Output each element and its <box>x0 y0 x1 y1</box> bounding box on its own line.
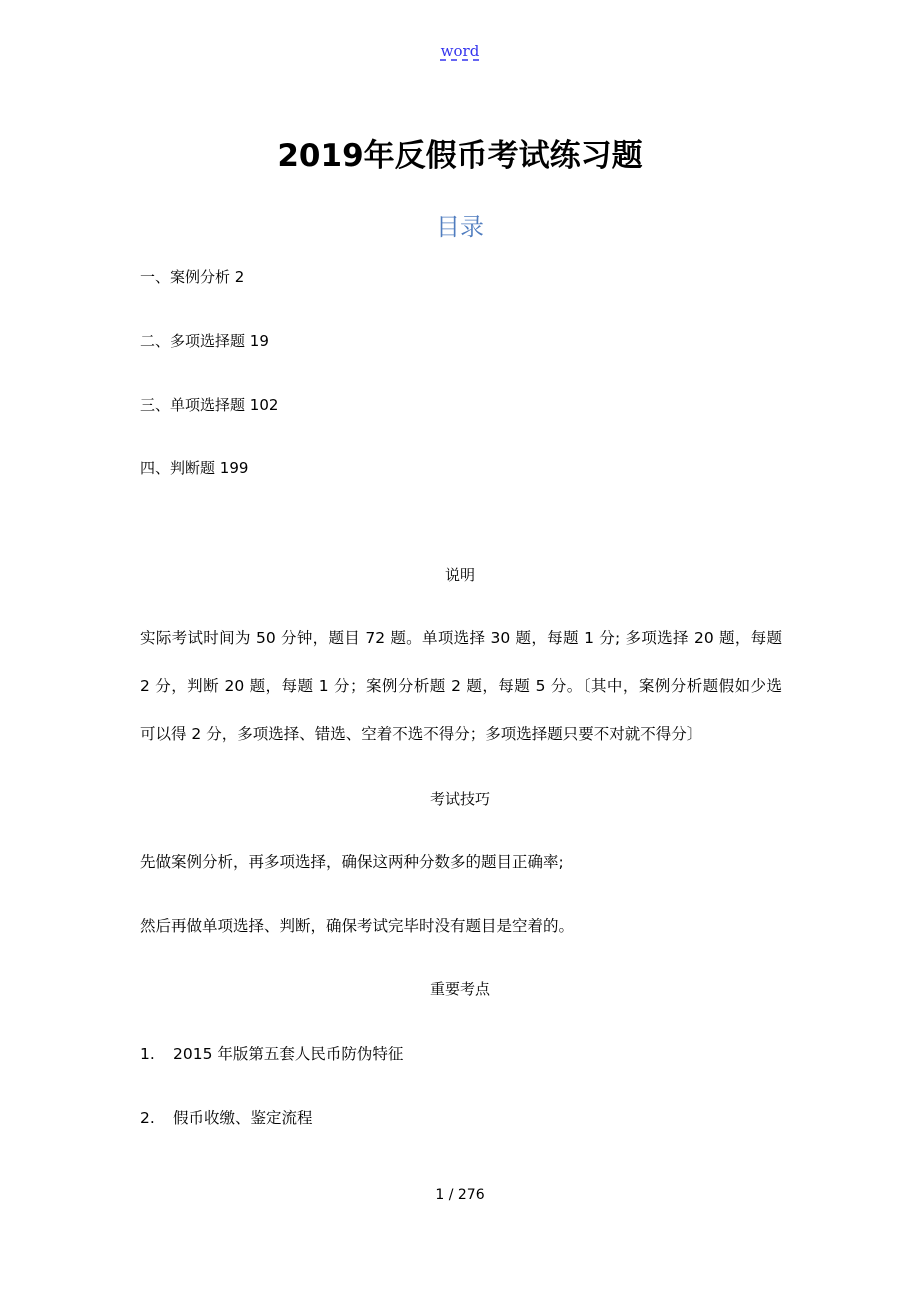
explanation-line: 2 分，判断 20 题，每题 1 分；案例分析题 2 题，每题 5 分。〔其中，案例分析题假如少选 <box>140 677 782 695</box>
tips-line: 先做案例分析，再多项选择，确保这两种分数多的题目正确率; <box>140 853 564 871</box>
tips-heading: 考试技巧 <box>429 790 490 808</box>
toc-item-label: 一、案例分析 <box>140 268 231 286</box>
toc-heading: 目录 <box>436 213 484 241</box>
key-point-number: 2. <box>140 1109 155 1127</box>
tips-line: 然后再做单项选择、判断，确保考试完毕时没有题目是空着的。 <box>140 917 575 935</box>
header-word-link[interactable]: word <box>440 42 480 60</box>
explanation-line: 可以得 2 分，多项选择、错选、空着不选不得分；多项选择题只要不对就不得分〕 <box>140 725 703 743</box>
page-number: 1 / 276 <box>435 1187 485 1203</box>
toc-item[interactable] <box>140 457 248 478</box>
toc-item[interactable] <box>140 266 244 287</box>
key-point-number: 1. <box>140 1045 155 1063</box>
toc-item-label: 四、判断题 <box>140 459 216 477</box>
toc-item-page: 199 <box>219 459 249 477</box>
key-point-item <box>140 1106 782 1128</box>
key-point-text: 假币收缴、鉴定流程 <box>173 1109 313 1127</box>
toc-item-label: 二、多项选择题 <box>140 332 246 350</box>
key-points-heading: 重要考点 <box>429 980 490 998</box>
toc-item-page: 2 <box>234 268 245 286</box>
document-title: 2019年反假币考试练习题 <box>277 138 643 174</box>
toc-item[interactable] <box>140 330 269 351</box>
explanation-heading: 说明 <box>444 566 475 584</box>
toc-item-page: 102 <box>249 396 279 414</box>
toc-item-label: 三、单项选择题 <box>140 396 246 414</box>
key-point-text: 2015 年版第五套人民币防伪特征 <box>173 1045 404 1063</box>
explanation-line: 实际考试时间为 50 分钟，题目 72 题。单项选择 30 题，每题 1 分; 多项选择 20 题，每题 <box>140 629 782 647</box>
toc-item-page: 19 <box>249 332 269 350</box>
key-point-item <box>140 1042 782 1064</box>
toc-item[interactable] <box>140 394 278 415</box>
